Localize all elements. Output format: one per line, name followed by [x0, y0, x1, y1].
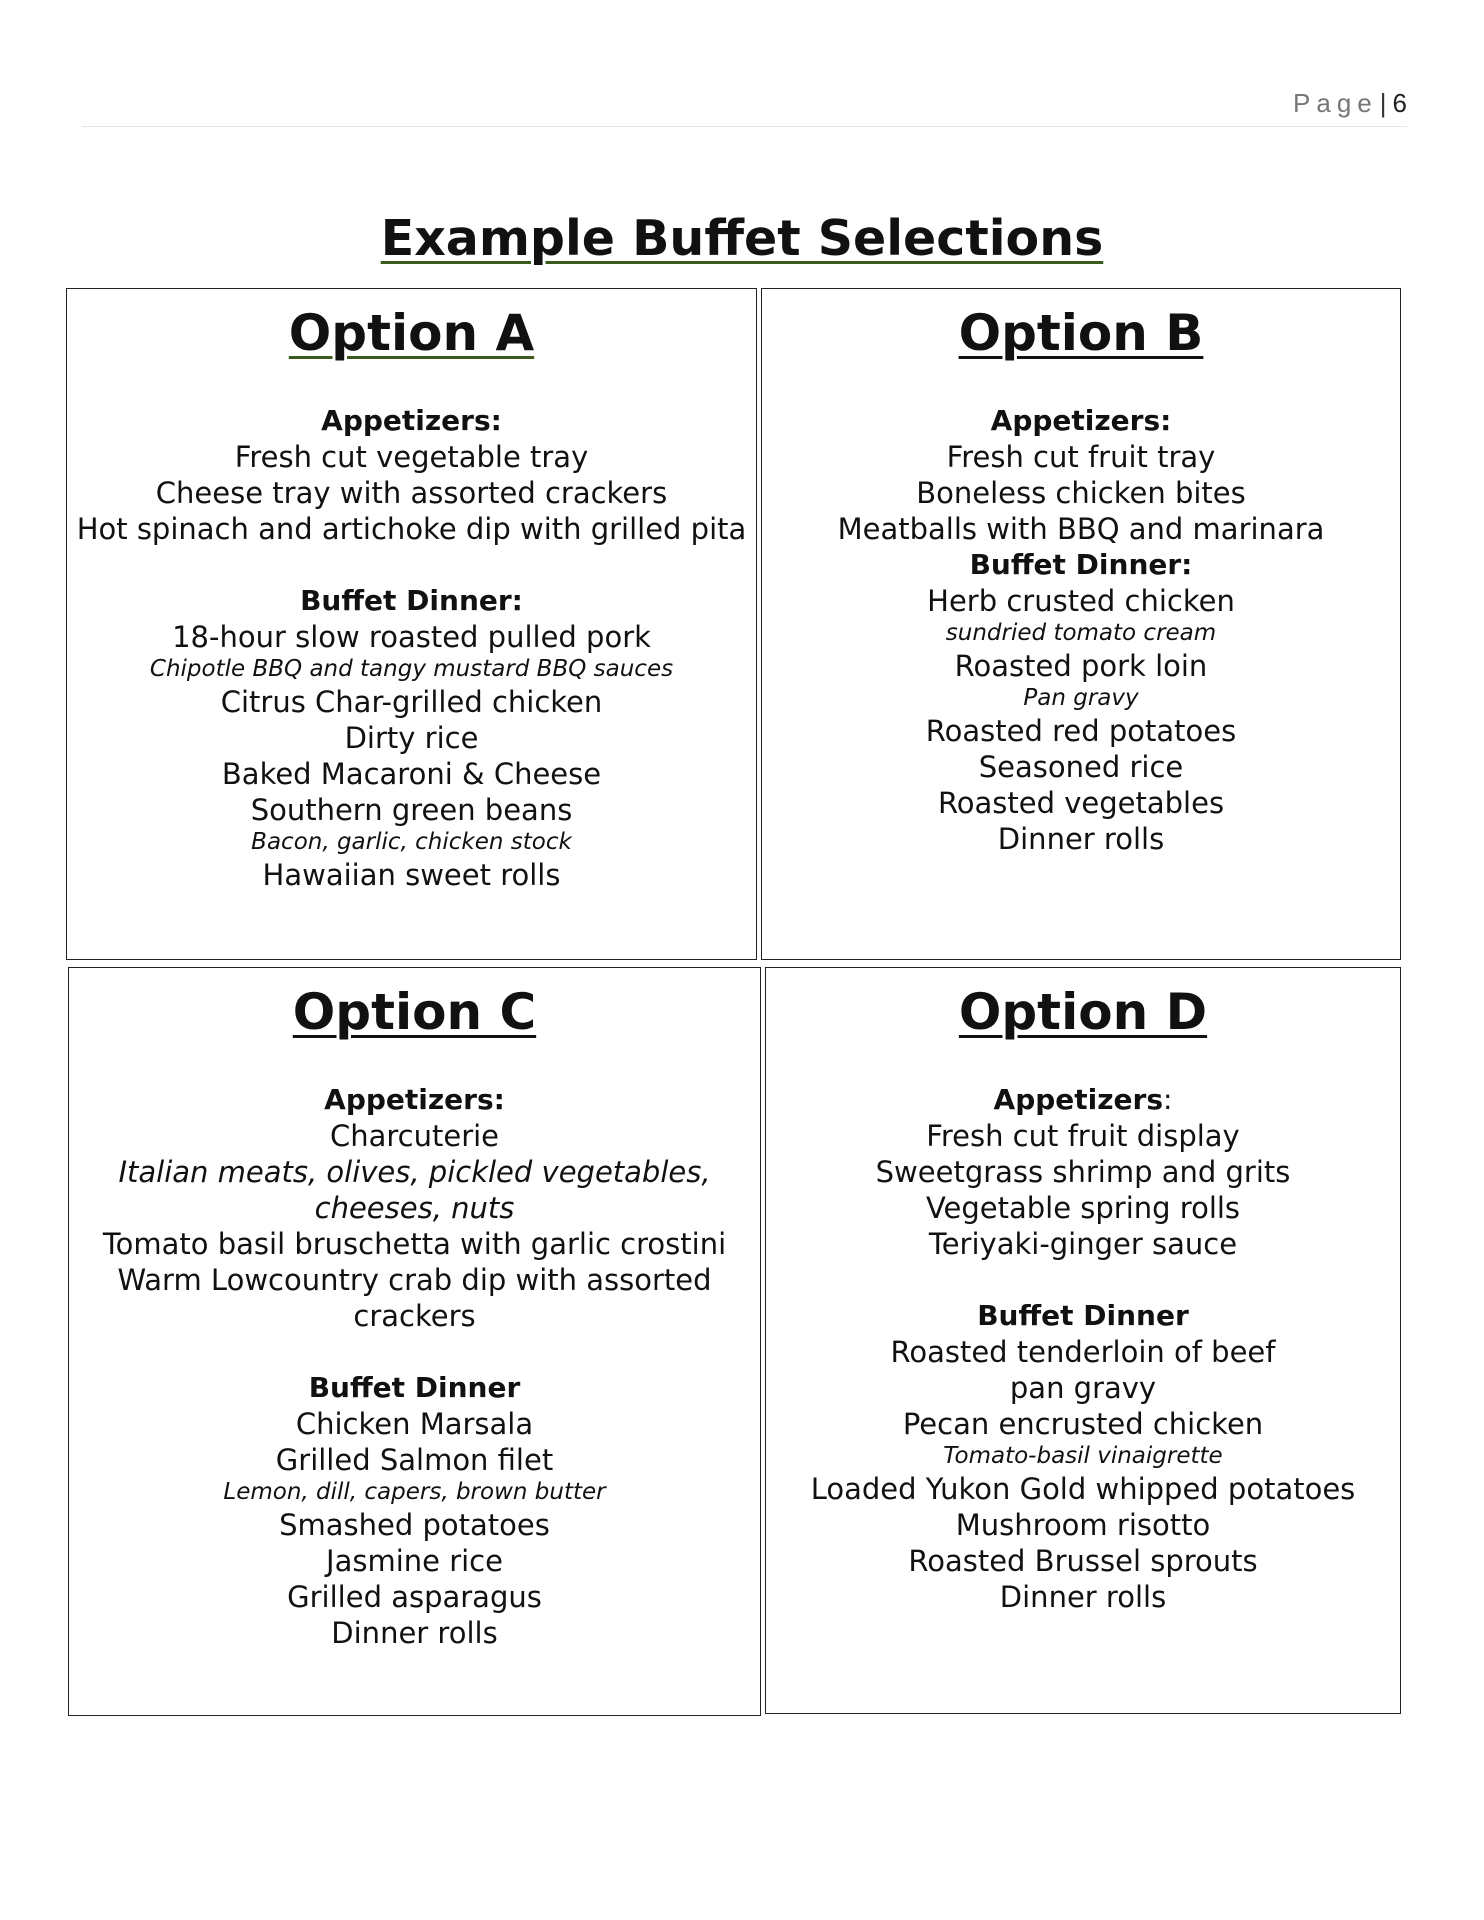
menu-item-note: Lemon, dill, capers, brown butter	[223, 1479, 606, 1505]
spacer	[69, 1334, 760, 1370]
menu-item: Vegetable spring rolls	[925, 1191, 1241, 1225]
menu-item: Dinner rolls	[999, 1580, 1167, 1614]
buffet-dinner-heading: Buffet Dinner	[308, 1371, 521, 1404]
page-number-value: 6	[1392, 88, 1407, 118]
spacer	[766, 1262, 1400, 1298]
option-c-title: Option C	[292, 983, 537, 1041]
menu-item-note: Bacon, garlic, chicken stock	[251, 829, 572, 855]
option-a-box	[66, 288, 757, 960]
menu-item-note: Tomato-basil vinaigrette	[943, 1443, 1223, 1469]
menu-item: Smashed potatoes	[279, 1508, 550, 1542]
menu-item: Roasted red potatoes	[925, 714, 1237, 748]
menu-item: Roasted tenderloin of beef	[890, 1335, 1276, 1369]
option-b-title: Option B	[958, 304, 1204, 362]
menu-item: Teriyaki-ginger sauce	[928, 1227, 1238, 1261]
page-label: Page	[1293, 88, 1378, 118]
menu-item: Fresh cut fruit display	[926, 1119, 1240, 1153]
menu-item: Fresh cut fruit tray	[946, 440, 1216, 474]
page-number	[1293, 88, 1407, 119]
page-separator: |	[1379, 88, 1387, 118]
menu-item: Baked Macaroni & Cheese	[221, 757, 602, 791]
menu-item: Herb crusted chicken	[927, 584, 1235, 618]
menu-item: Loaded Yukon Gold whipped potatoes	[810, 1472, 1356, 1506]
menu-item: Mushroom risotto	[955, 1508, 1211, 1542]
menu-item: Cheese tray with assorted crackers	[155, 476, 668, 510]
option-c-menu	[69, 1082, 760, 1651]
menu-item: Chicken Marsala	[295, 1407, 534, 1441]
buffet-dinner-heading: Buffet Dinner:	[969, 548, 1193, 581]
menu-item: 18-hour slow roasted pulled pork	[172, 620, 651, 654]
option-b-box	[761, 288, 1401, 960]
menu-item-note: Chipotle BBQ and tangy mustard BBQ sauces	[149, 656, 674, 682]
page-header	[82, 88, 1407, 127]
document-title	[0, 210, 1484, 267]
menu-item: Warm Lowcountry crab dip with assorted crackers	[117, 1263, 712, 1333]
menu-item: Meatballs with BBQ and marinara	[837, 512, 1325, 546]
menu-item: Southern green beans	[250, 793, 573, 827]
option-b-menu	[762, 403, 1400, 857]
menu-item: Charcuterie	[329, 1119, 500, 1153]
menu-item: pan gravy	[1009, 1371, 1157, 1405]
appetizers-heading: Appetizers:	[993, 1083, 1173, 1116]
menu-item: Hot spinach and artichoke dip with grilled pita	[76, 512, 747, 546]
document-title-text: Example Buffet Selections	[380, 210, 1104, 267]
menu-item: Dinner rolls	[331, 1616, 498, 1650]
menu-item: Fresh cut vegetable tray	[234, 440, 589, 474]
menu-item: Grilled asparagus	[287, 1580, 542, 1614]
menu-item: Seasoned rice	[978, 750, 1184, 784]
option-c-box	[68, 967, 761, 1716]
option-d-title: Option D	[958, 983, 1208, 1041]
menu-item: Boneless chicken bites	[916, 476, 1246, 510]
menu-item-note: Italian meats, olives, pickled vegetables, cheeses, nuts	[118, 1155, 711, 1225]
menu-item: Citrus Char-grilled chicken	[220, 685, 603, 719]
menu-item-note: sundried tomato cream	[945, 620, 1217, 646]
menu-item: Hawaiian sweet rolls	[262, 858, 561, 892]
menu-item: Roasted Brussel sprouts	[908, 1544, 1258, 1578]
option-a-title: Option A	[288, 304, 535, 362]
menu-item: Jasmine rice	[326, 1544, 503, 1578]
menu-item: Dirty rice	[344, 721, 479, 755]
option-a-menu	[67, 403, 756, 893]
spacer	[67, 547, 756, 583]
menu-item: Roasted vegetables	[937, 786, 1225, 820]
menu-item: Dinner rolls	[997, 822, 1165, 856]
option-d-menu	[766, 1082, 1400, 1615]
menu-item: Roasted pork loin	[954, 649, 1208, 683]
appetizers-heading: Appetizers:	[321, 404, 502, 437]
buffet-dinner-heading: Buffet Dinner	[977, 1299, 1189, 1332]
appetizers-heading: Appetizers:	[990, 404, 1172, 437]
menu-item: Tomato basil bruschetta with garlic crostini	[102, 1227, 727, 1261]
option-d-box	[765, 967, 1401, 1714]
menu-item: Grilled Salmon filet	[275, 1443, 554, 1477]
menu-item: Sweetgrass shrimp and grits	[875, 1155, 1291, 1189]
menu-item-note: Pan gravy	[1023, 685, 1139, 711]
menu-item: Pecan encrusted chicken	[902, 1407, 1264, 1441]
buffet-dinner-heading: Buffet Dinner:	[300, 584, 523, 617]
appetizers-heading: Appetizers:	[324, 1083, 505, 1116]
